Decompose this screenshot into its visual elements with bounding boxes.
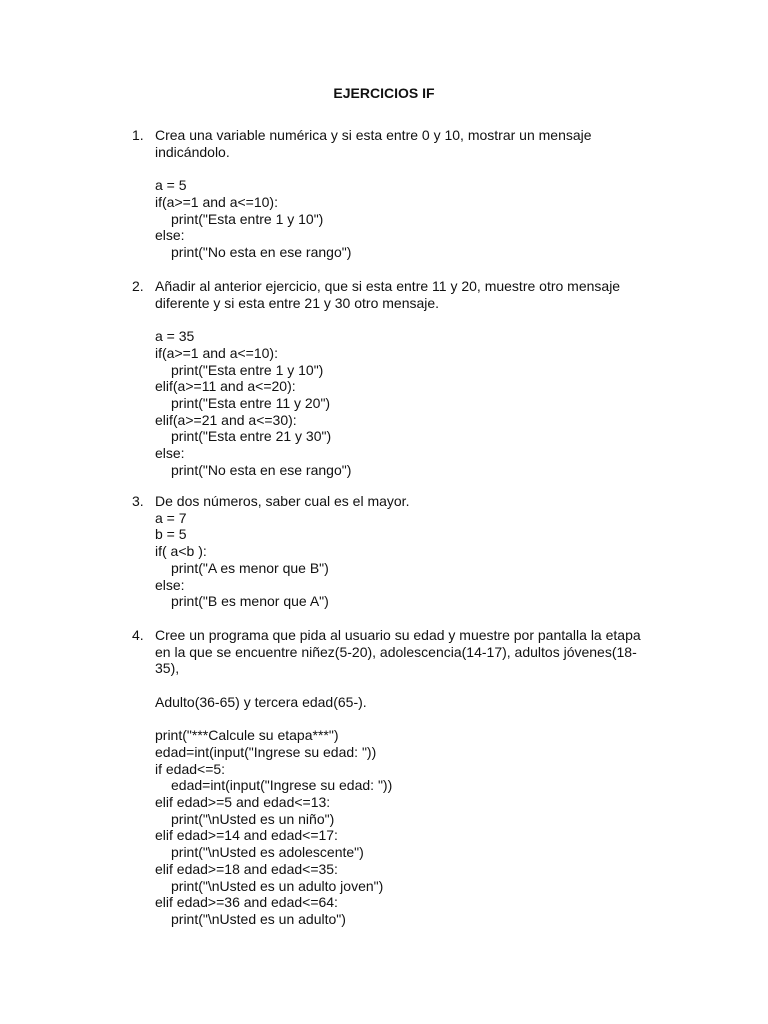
exercise-1 bbox=[132, 127, 655, 261]
exercise-statement: De dos números, saber cual es el mayor. bbox=[155, 493, 410, 509]
exercise-number: 4. bbox=[132, 627, 144, 643]
code-line: else: bbox=[155, 445, 185, 462]
code-line: print("\nUsted es un niño") bbox=[171, 810, 335, 827]
exercise-number: 1. bbox=[132, 127, 144, 143]
code-line: print("A es menor que B") bbox=[171, 559, 329, 576]
code-line: a = 7 bbox=[155, 509, 187, 526]
code-line: print("\nUsted es adolescente") bbox=[171, 844, 364, 861]
code-line: print("Esta entre 1 y 10") bbox=[171, 210, 324, 227]
code-line: if( a<b ): bbox=[155, 543, 207, 560]
code-line: elif edad>=5 and edad<=13: bbox=[155, 794, 331, 810]
exercise-statement: Añadir al anterior ejercicio, que si esta entre 11 y 20, muestre otro mensaje diferente y si esta entre 21 y 30 otro mensaje. bbox=[155, 278, 621, 311]
exercise-3 bbox=[132, 493, 655, 610]
code-line: edad=int(input("Ingrese su edad: ")) bbox=[171, 777, 393, 794]
exercise-statement: Cree un programa que pida al usuario su edad y muestre por pantalla la etapa en la que se encuentre niñez(5-20), adolescencia(14-17), adultos jóvenes(18-35), bbox=[155, 627, 641, 677]
exercise-number: 3. bbox=[132, 493, 144, 509]
code-line: print("B es menor que A") bbox=[171, 593, 329, 610]
code-line: print("\nUsted es un adulto") bbox=[171, 910, 346, 927]
exercise-4 bbox=[132, 627, 655, 928]
code-line: elif edad>=36 and edad<=64: bbox=[155, 894, 338, 911]
code-line: else: bbox=[155, 227, 185, 244]
code-line: b = 5 bbox=[155, 526, 187, 543]
code-line: elif(a>=11 and a<=20): bbox=[155, 378, 296, 395]
code-line: if edad<=5: bbox=[155, 760, 226, 777]
code-line: elif(a>=21 and a<=30): bbox=[155, 411, 297, 428]
code-line: print("Esta entre 1 y 10") bbox=[171, 361, 324, 378]
code-line: if(a>=1 and a<=10): bbox=[155, 344, 278, 361]
code-line: a = 35 bbox=[155, 328, 195, 345]
exercise-statement: Crea una variable numérica y si esta entre 0 y 10, mostrar un mensaje indicándolo. bbox=[155, 127, 592, 160]
exercise-number: 2. bbox=[132, 278, 144, 294]
code-line: print("\nUsted es un adulto joven") bbox=[171, 877, 384, 894]
code-line: else: bbox=[155, 576, 185, 593]
code-line: print("Esta entre 21 y 30") bbox=[171, 428, 332, 445]
code-line: elif edad>=18 and edad<=35: bbox=[155, 860, 338, 877]
code-line: elif edad>=14 and edad<=17: bbox=[155, 827, 338, 844]
code-line: if(a>=1 and a<=10): bbox=[155, 193, 278, 210]
exercise-statement-continued: Adulto(36-65) y tercera edad(65-). bbox=[155, 693, 367, 710]
code-line: a = 5 bbox=[155, 177, 187, 194]
code-line: print("Esta entre 11 y 20") bbox=[171, 394, 331, 411]
code-line: edad=int(input("Ingrese su edad: ")) bbox=[155, 743, 377, 760]
code-line: print("No esta en ese rango") bbox=[171, 461, 352, 478]
page-title: EJERCICIOS IF bbox=[333, 85, 435, 101]
code-line: print("No esta en ese rango") bbox=[171, 243, 352, 260]
code-line: print("***Calcule su etapa***") bbox=[155, 727, 339, 744]
exercise-2 bbox=[132, 278, 655, 478]
